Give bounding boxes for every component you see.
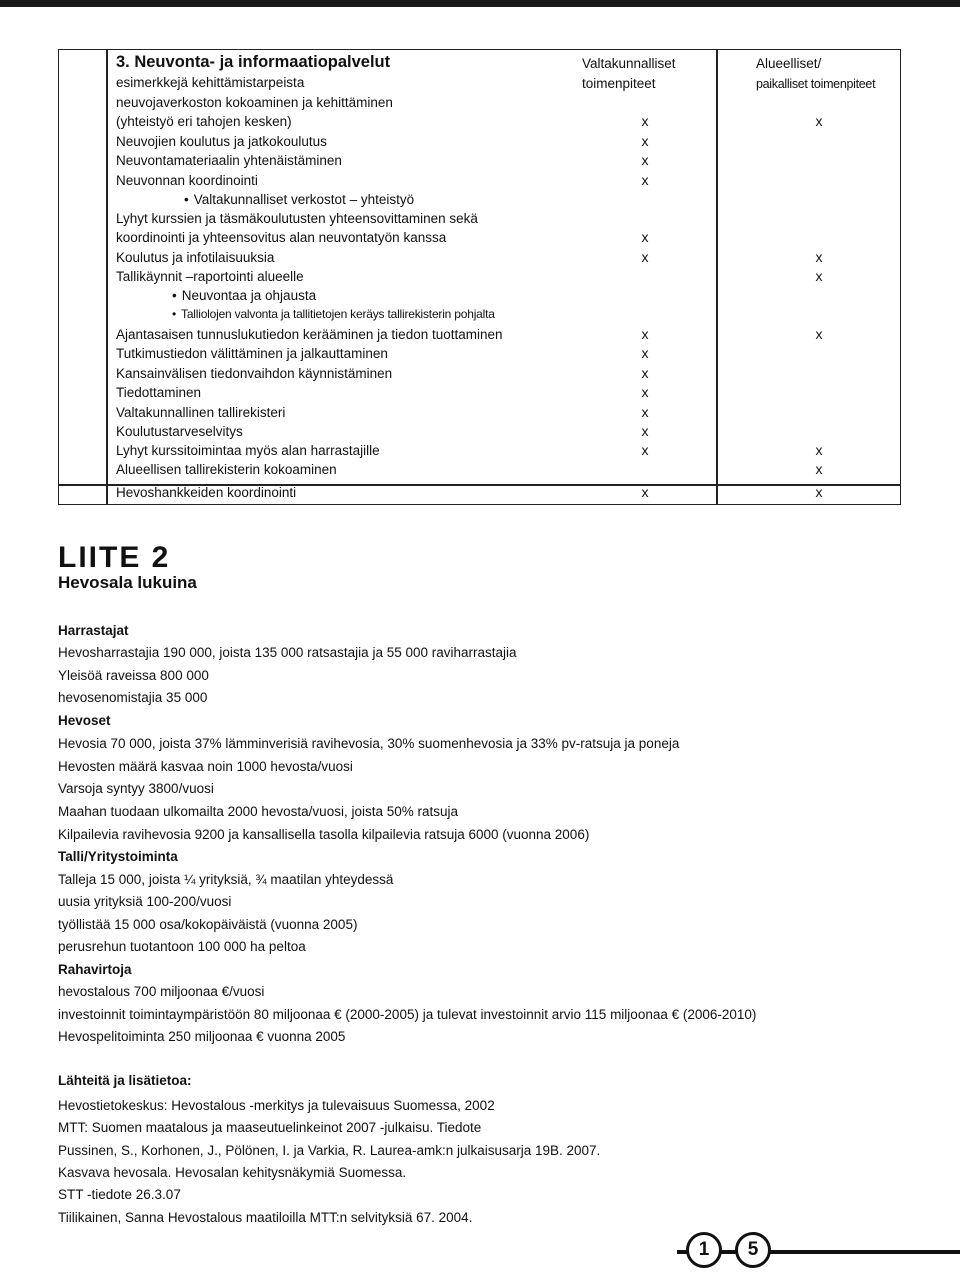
national-column-header-line-1: Valtakunnalliset	[582, 56, 676, 71]
row-label: Neuvojien koulutus ja jatkokoulutus	[116, 134, 327, 149]
national-mark: x	[641, 484, 649, 500]
row-label: neuvojaverkoston kokoaminen ja kehittäminen	[116, 95, 393, 110]
national-mark: x	[641, 249, 649, 265]
national-mark: x	[641, 384, 649, 400]
fact-line: hevosenomistajia 35 000	[58, 690, 208, 705]
source-line: Kasvava hevosala. Hevosalan kehitysnäkymiä Suomessa.	[58, 1165, 407, 1180]
fact-line: Talleja 15 000, joista ¼ yrityksiä, ¾ maatilan yhteydessä	[58, 872, 394, 887]
page-number-digit-1: 1	[686, 1232, 722, 1268]
row-label: Koulutus ja infotilaisuuksia	[116, 250, 275, 265]
row-label: • Valtakunnalliset verkostot – yhteistyö	[184, 190, 414, 209]
national-mark: x	[641, 326, 649, 342]
appendix-subheading: Hevosala lukuina	[58, 573, 197, 592]
row-label: Tallikäynnit –raportointi alueelle	[116, 269, 304, 284]
top-rule	[0, 0, 960, 7]
fact-line: Maahan tuodaan ulkomailta 2000 hevosta/vuosi, joista 50% ratsuja	[58, 804, 459, 819]
national-column-header-line-2: toimenpiteet	[582, 76, 656, 91]
section-heading: Hevoset	[58, 713, 111, 728]
table-regional-column-divider	[716, 49, 718, 505]
row-label: Lyhyt kurssitoimintaa myös alan harrastajille	[116, 443, 380, 458]
fact-line: Varsoja syntyy 3800/vuosi	[58, 781, 214, 796]
row-label: (yhteistyö eri tahojen kesken)	[116, 114, 292, 129]
source-line: STT -tiedote 26.3.07	[58, 1187, 181, 1202]
page-number-digit-2: 5	[735, 1232, 771, 1268]
national-mark: x	[641, 442, 649, 458]
row-label: Ajantasaisen tunnuslukutiedon kerääminen ja tiedon tuottaminen	[116, 327, 503, 342]
national-mark: x	[641, 113, 649, 129]
fact-line: Hevosharrastajia 190 000, joista 135 000 ratsastajia ja 55 000 raviharrastajia	[58, 645, 517, 660]
source-line: Pussinen, S., Korhonen, J., Pölönen, I. ja Varkia, R. Laurea-amk:n julkaisusarja 19B. 2007.	[58, 1143, 601, 1158]
section-heading: Talli/Yritystoiminta	[58, 849, 178, 864]
fact-line: Hevosten määrä kasvaa noin 1000 hevosta/vuosi	[58, 759, 353, 774]
fact-line: Kilpailevia ravihevosia 9200 ja kansallisella tasolla kilpailevia ratsuja 6000 (vuonna 2006)	[58, 827, 590, 842]
row-label: Tiedottaminen	[116, 385, 202, 400]
fact-line: hevostalous 700 miljoonaa €/vuosi	[58, 984, 265, 999]
row-label: Koulutustarveselvitys	[116, 424, 243, 439]
row-label: • Neuvontaa ja ohjausta	[172, 286, 316, 305]
row-label: Tutkimustiedon välittäminen ja jalkauttaminen	[116, 346, 388, 361]
source-line: Tiilikainen, Sanna Hevostalous maatiloilla MTT:n selvityksiä 67. 2004.	[58, 1210, 473, 1225]
regional-mark: x	[815, 249, 823, 265]
source-line: MTT: Suomen maatalous ja maaseutuelinkeinot 2007 -julkaisu. Tiedote	[58, 1120, 482, 1135]
fact-line: työllistää 15 000 osa/kokopäiväistä (vuonna 2005)	[58, 917, 358, 932]
sources-heading: Lähteitä ja lisätietoa:	[58, 1073, 192, 1088]
row-label: Hevoshankkeiden koordinointi	[116, 485, 297, 500]
fact-line: perusrehun tuotantoon 100 000 ha peltoa	[58, 939, 306, 954]
national-mark: x	[641, 133, 649, 149]
row-label: Valtakunnallinen tallirekisteri	[116, 405, 286, 420]
row-label: • Talliolojen valvonta ja tallitietojen keräys tallirekisterin pohjalta	[172, 305, 495, 324]
section-heading: Rahavirtoja	[58, 962, 132, 977]
source-line: Hevostietokeskus: Hevostalous -merkitys ja tulevaisuus Suomessa, 2002	[58, 1098, 495, 1113]
table-title: 3. Neuvonta- ja informaatiopalvelut	[116, 53, 391, 71]
row-label: Neuvontamateriaalin yhtenäistäminen	[116, 153, 342, 168]
fact-line: uusia yrityksiä 100-200/vuosi	[58, 894, 232, 909]
regional-mark: x	[815, 113, 823, 129]
row-label: Alueellisen tallirekisterin kokoaminen	[116, 462, 337, 477]
national-mark: x	[641, 172, 649, 188]
row-label: Kansainvälisen tiedonvaihdon käynnistäminen	[116, 366, 393, 381]
national-mark: x	[641, 152, 649, 168]
table-subtitle: esimerkkejä kehittämistarpeista	[116, 75, 305, 90]
regional-mark: x	[815, 484, 823, 500]
appendix-heading: LIITE 2	[58, 541, 171, 574]
regional-mark: x	[815, 326, 823, 342]
fact-line: investoinnit toimintaympäristöön 80 miljoonaa € (2000-2005) ja tulevat investoinnit arvio 115 miljoonaa € (2006-2010)	[58, 1007, 757, 1022]
row-label: koordinointi ja yhteensovitus alan neuvontatyön kanssa	[116, 230, 447, 245]
page-number-bar-right	[759, 1250, 960, 1254]
table-left-column-divider	[106, 49, 108, 505]
fact-line: Yleisöä raveissa 800 000	[58, 668, 209, 683]
fact-line: Hevospelitoiminta 250 miljoonaa € vuonna 2005	[58, 1029, 346, 1044]
national-mark: x	[641, 229, 649, 245]
national-mark: x	[641, 345, 649, 361]
section-heading: Harrastajat	[58, 623, 129, 638]
national-mark: x	[641, 365, 649, 381]
national-mark: x	[641, 423, 649, 439]
regional-mark: x	[815, 442, 823, 458]
regional-column-header-line-2: paikalliset toimenpiteet	[756, 77, 876, 91]
row-label: Lyhyt kurssien ja täsmäkoulutusten yhteensovittaminen sekä	[116, 211, 478, 226]
row-label: Neuvonnan koordinointi	[116, 173, 258, 188]
fact-line: Hevosia 70 000, joista 37% lämminverisiä ravihevosia, 30% suomenhevosia ja 33% pv-ratsuja ja poneja	[58, 736, 680, 751]
regional-mark: x	[815, 268, 823, 284]
regional-mark: x	[815, 461, 823, 477]
national-mark: x	[641, 404, 649, 420]
regional-column-header-line-1: Alueelliset/	[756, 56, 822, 71]
